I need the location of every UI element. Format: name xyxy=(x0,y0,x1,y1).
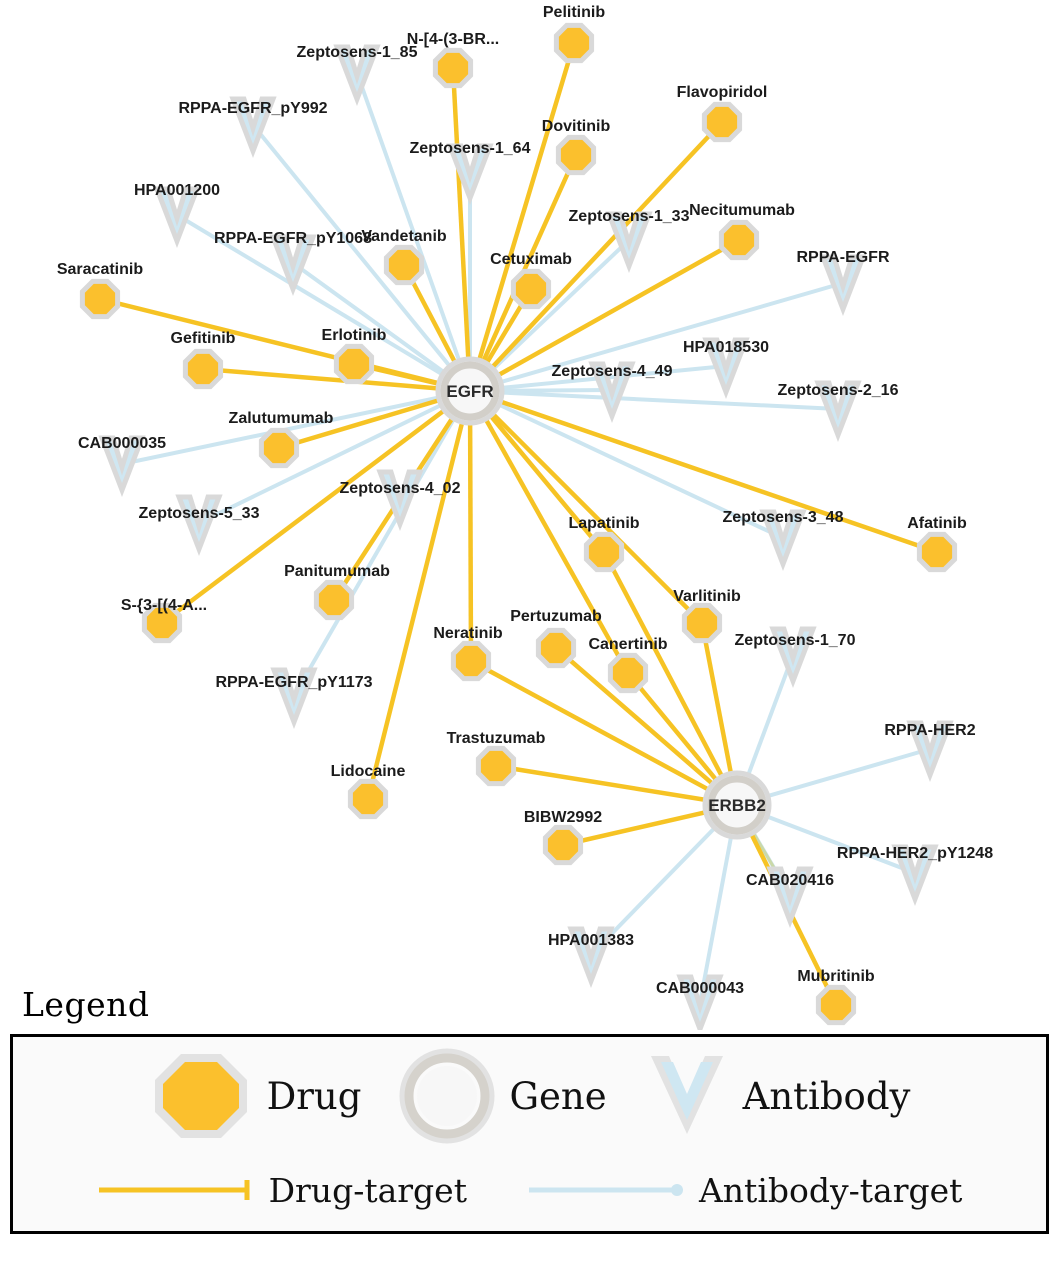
drug-node-shape xyxy=(704,104,739,139)
drug-node-shape xyxy=(586,534,621,569)
drug-node-shape xyxy=(336,346,371,381)
node-label: S-{3-[(4-A... xyxy=(120,597,208,614)
node-label: N-[4-(3-BR... xyxy=(406,31,500,48)
drug-node-shape xyxy=(919,534,954,569)
node-label: Panitumumab xyxy=(284,563,390,580)
edge xyxy=(294,415,456,696)
legend-title: Legend xyxy=(22,985,150,1024)
legend-item-gene xyxy=(399,1048,606,1144)
node-label: HPA001200 xyxy=(134,182,220,199)
node-label: Dovitinib xyxy=(541,118,611,135)
node-label: RPPA-HER2_pY1248 xyxy=(836,845,994,862)
edge xyxy=(203,369,442,389)
edge xyxy=(453,68,469,363)
drug-node-shape xyxy=(350,781,385,816)
legend-panel xyxy=(0,985,1059,1280)
node-label: Lapatinib xyxy=(568,515,640,532)
edge xyxy=(498,390,612,391)
gene-node-label: EGFR xyxy=(446,382,494,401)
node-label: Varlitinib xyxy=(673,588,741,605)
node-label: RPPA-HER2 xyxy=(884,722,976,739)
node-label: RPPA-EGFR_pY1068 xyxy=(214,230,372,247)
node-label: RPPA-EGFR_pY992 xyxy=(178,100,328,117)
node-label: Lidocaine xyxy=(330,763,406,780)
node-label: Neratinib xyxy=(433,625,503,642)
drug-node-shape xyxy=(185,351,220,386)
node-label: Cetuximab xyxy=(490,251,572,268)
node-label: Pertuzumab xyxy=(510,608,602,625)
edge xyxy=(747,655,793,779)
node-label: Zeptosens-4_49 xyxy=(551,363,673,380)
node-label: Flavopiridol xyxy=(676,84,768,101)
node-label: Saracatinib xyxy=(56,261,144,278)
edge xyxy=(489,122,722,371)
node-label: Gefitinib xyxy=(170,330,236,347)
drug-node-shape xyxy=(545,827,580,862)
edge xyxy=(496,400,937,552)
node-label: Zeptosens-1_70 xyxy=(734,632,856,649)
node-label: Zeptosens-1_64 xyxy=(409,140,531,157)
drug-node-shape xyxy=(316,582,351,617)
node-label: CAB000043 xyxy=(655,980,745,997)
drug-node-shape xyxy=(721,222,756,257)
node-label: CAB000035 xyxy=(77,435,167,452)
drug-node-shape xyxy=(386,247,421,282)
legend-label-antibody: Antibody xyxy=(742,1074,911,1118)
node-label: Zeptosens-3_48 xyxy=(722,509,844,526)
legend-label-drug-target: Drug-target xyxy=(268,1170,467,1210)
node-label: Zeptosens-1_33 xyxy=(568,208,690,225)
drug-node-shape xyxy=(478,748,513,783)
legend-item-drug-target xyxy=(97,1171,467,1210)
node-label: RPPA-EGFR_pY1173 xyxy=(215,674,373,691)
node-label: CAB020416 xyxy=(745,872,835,889)
drug-node-shape xyxy=(558,137,593,172)
gene-circle-icon xyxy=(399,1048,495,1144)
node-label: Zalutumumab xyxy=(228,410,334,427)
node-label: BIBW2992 xyxy=(523,809,603,826)
legend-item-drug xyxy=(149,1048,362,1144)
node-label: Vandetanib xyxy=(361,228,447,245)
legend-box xyxy=(10,1034,1049,1234)
drug-edge-icon xyxy=(97,1178,257,1202)
legend-label-drug: Drug xyxy=(266,1074,362,1118)
drug-node-shape xyxy=(684,605,719,640)
node-label: Afatinib xyxy=(907,515,967,532)
legend-item-antibody-target xyxy=(527,1171,962,1210)
node-label: Zeptosens-2_16 xyxy=(777,382,899,399)
node-label: Necitumumab xyxy=(689,202,795,219)
node-label: HPA018530 xyxy=(683,339,769,356)
drug-node-shape xyxy=(610,655,645,690)
drug-octagon-icon xyxy=(149,1048,253,1144)
edge xyxy=(763,815,915,873)
legend-label-antibody-target: Antibody-target xyxy=(698,1170,963,1210)
node-label: Mubritinib xyxy=(797,968,875,985)
legend-label-gene: Gene xyxy=(509,1074,607,1118)
legend-edge-row xyxy=(13,1155,1046,1225)
drug-node-shape xyxy=(261,430,296,465)
antibody-edge-icon xyxy=(527,1178,687,1202)
node-label: HPA001383 xyxy=(548,932,634,949)
edge xyxy=(478,43,574,364)
gene-node-label: ERBB2 xyxy=(708,796,766,815)
node-label: Pelitinib xyxy=(542,4,606,21)
drug-node-shape xyxy=(453,643,488,678)
node-label: Canertinib xyxy=(588,636,668,653)
drug-node-shape xyxy=(513,271,548,306)
edge xyxy=(628,673,719,783)
antibody-vee-icon xyxy=(645,1048,729,1144)
legend-item-antibody xyxy=(645,1048,911,1144)
legend-node-row xyxy=(13,1037,1046,1155)
drug-node-shape xyxy=(538,630,573,665)
node-label: Erlotinib xyxy=(321,327,387,344)
node-label: Zeptosens-4_02 xyxy=(339,480,461,497)
drug-node-shape xyxy=(82,281,117,316)
node-label: Trastuzumab xyxy=(446,730,546,747)
drug-node-shape xyxy=(435,50,470,85)
node-label: RPPA-EGFR xyxy=(796,249,890,266)
node-label: Zeptosens-5_33 xyxy=(138,505,260,522)
label-layer xyxy=(57,4,993,997)
node-label: Zeptosens-1_85 xyxy=(296,44,418,61)
edge xyxy=(702,623,732,778)
edge xyxy=(764,749,930,797)
drug-node-shape xyxy=(556,25,591,60)
